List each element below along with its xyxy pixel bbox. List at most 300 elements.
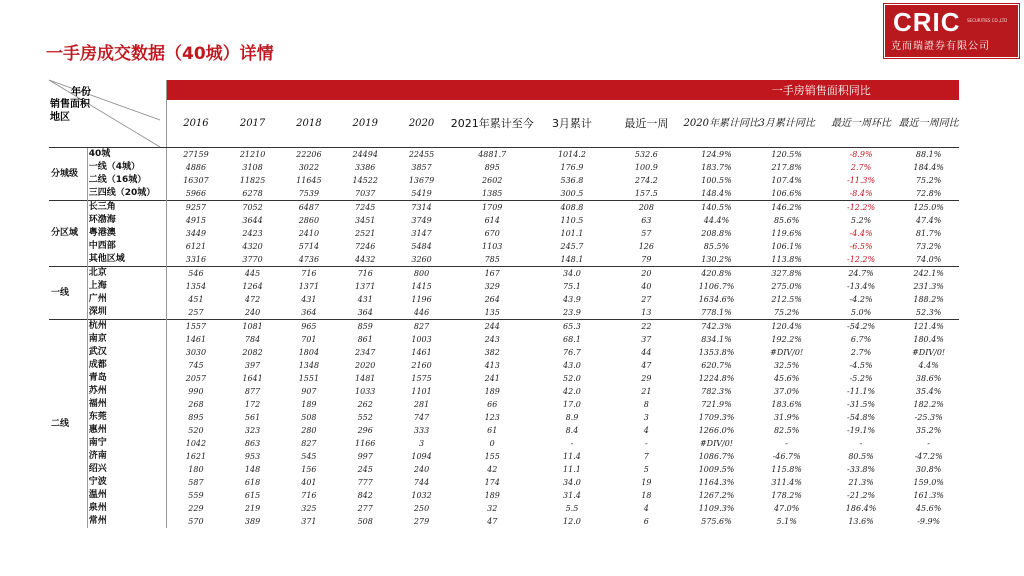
table-cell: -4.4% — [849, 229, 873, 238]
table-cell: 1804 — [298, 348, 320, 357]
table-cell: 280 — [301, 426, 317, 435]
table-cell: 243 — [484, 335, 500, 344]
table-cell: -12.2% — [847, 255, 876, 264]
table-cell: 431 — [357, 295, 373, 304]
table-cell: 208.8% — [701, 229, 732, 238]
table-cell: 20 — [609, 267, 683, 281]
table-cell: 3030 — [185, 348, 207, 357]
table-cell: 965 — [281, 320, 337, 334]
table-cell: 13.6% — [848, 517, 874, 526]
table-cell: -4.2% — [849, 295, 873, 304]
table-cell: 3770 — [242, 255, 263, 264]
table-cell: 1371 — [355, 282, 376, 291]
table-cell: 106.1% — [771, 242, 802, 251]
row-group-label: 二线 — [49, 320, 87, 529]
table-cell: 716 — [337, 267, 393, 281]
table-row — [49, 187, 959, 201]
table-cell: 747 — [413, 413, 430, 422]
table-cell: 7 — [643, 452, 649, 461]
table-cell: 742.3% — [684, 320, 750, 334]
table-cell: 6121 — [185, 242, 207, 251]
table-cell: 7052 — [224, 201, 280, 215]
table-cell: 85.6% — [773, 216, 800, 225]
table-row — [49, 333, 959, 346]
table-cell: 2521 — [355, 229, 376, 238]
table-cell: 552 — [357, 413, 373, 422]
table-cell: 65.3 — [535, 320, 609, 334]
table-cell: 5.0% — [850, 308, 872, 317]
table-cell: 100.5% — [701, 176, 732, 185]
table-cell: 508 — [301, 413, 317, 422]
table-cell: 2.7% — [850, 348, 872, 357]
table-cell: 520 — [188, 426, 204, 435]
row-name: 上海 — [87, 280, 167, 293]
table-cell: 125.0% — [898, 201, 959, 215]
table-cell: 1267.2% — [698, 491, 735, 500]
table-cell: -46.7% — [772, 452, 801, 461]
table-cell: 47 — [641, 361, 652, 370]
table-cell: 7037 — [355, 189, 376, 198]
table-cell: 1461 — [185, 335, 207, 344]
table-cell: 167 — [450, 267, 535, 281]
table-cell: -19.1% — [847, 426, 876, 435]
table-cell: 242.1% — [898, 267, 959, 281]
table-cell: 183.6% — [771, 400, 802, 409]
table-cell: 5714 — [298, 242, 320, 251]
table-cell: 257 — [188, 308, 204, 317]
table-cell: 784 — [244, 335, 261, 344]
table-cell: 148.1 — [560, 255, 584, 264]
table-row — [49, 240, 959, 253]
table-cell: 231.3% — [913, 282, 944, 291]
table-cell: 27159 — [167, 148, 224, 162]
table-row — [49, 476, 959, 489]
col-header-march-cumulative: 3月累计 — [535, 100, 609, 148]
row-name: 苏州 — [87, 385, 167, 398]
table-cell: 1103 — [482, 242, 503, 251]
table-cell: 268 — [188, 400, 204, 409]
table-cell: -13.4% — [847, 282, 876, 291]
table-cell: 327.8% — [749, 267, 823, 281]
table-corner-header — [49, 80, 167, 148]
table-cell: 2347 — [355, 348, 376, 357]
table-cell: 1081 — [224, 320, 280, 334]
header-red-bar — [167, 80, 684, 100]
table-cell: 1641 — [242, 374, 263, 383]
table-cell: 745 — [188, 361, 204, 370]
table-cell: 106.6% — [771, 189, 802, 198]
table-cell: 37.0% — [773, 387, 800, 396]
row-name: 常州 — [87, 515, 167, 528]
table-cell: 5419 — [411, 189, 432, 198]
table-cell: 35.4% — [915, 387, 942, 396]
table-cell: 250 — [413, 504, 430, 513]
table-cell: -33.8% — [847, 465, 876, 474]
table-cell: 3451 — [355, 216, 376, 225]
table-cell: 300.5 — [560, 189, 584, 198]
table-cell: -54.8% — [847, 413, 876, 422]
table-cell: 382 — [484, 348, 500, 357]
table-cell: 240 — [413, 465, 430, 474]
table-cell: -25.3% — [914, 413, 943, 422]
table-cell: 907 — [301, 387, 317, 396]
row-name: 40城 — [87, 148, 167, 162]
table-row — [49, 293, 959, 306]
table-cell: 8.4 — [565, 426, 579, 435]
col-header-2020-ytd-yoy: 2020年累计同比 — [684, 100, 750, 148]
table-row — [49, 306, 959, 320]
table-cell: 508 — [357, 517, 373, 526]
table-cell: 74.0% — [915, 255, 942, 264]
table-cell: 19 — [641, 478, 652, 487]
table-cell: 782.3% — [701, 387, 732, 396]
table-cell: 176.9 — [560, 163, 584, 172]
row-name: 环渤海 — [87, 214, 167, 227]
table-cell: 827 — [301, 439, 317, 448]
table-cell: 545 — [301, 452, 317, 461]
table-cell: 120.4% — [749, 320, 823, 334]
table-cell: 22 — [609, 320, 683, 334]
table-cell: 219 — [244, 504, 261, 513]
row-name: 成都 — [87, 359, 167, 372]
table-cell: 2160 — [411, 361, 432, 370]
table-cell: 744 — [413, 478, 430, 487]
row-name: 福州 — [87, 398, 167, 411]
table-row — [49, 267, 959, 281]
table-cell: 4320 — [242, 242, 263, 251]
table-cell: 189 — [484, 387, 500, 396]
table-cell: 1033 — [355, 387, 376, 396]
table-cell: 997 — [357, 452, 373, 461]
table-cell: 5484 — [411, 242, 432, 251]
table-cell: 3108 — [242, 163, 263, 172]
table-cell: 1014.2 — [535, 148, 609, 162]
col-header-march-yoy: 3月累计同比 — [749, 100, 823, 148]
table-cell: 2410 — [298, 229, 320, 238]
table-cell: - — [859, 439, 863, 448]
row-name: 中西部 — [87, 240, 167, 253]
table-cell: 113.8% — [771, 255, 802, 264]
row-group-label: 分城级 — [49, 148, 87, 201]
table-cell: 174 — [484, 478, 500, 487]
table-row — [49, 489, 959, 502]
table-cell: 1709.3% — [698, 413, 735, 422]
table-cell: 72.8% — [915, 189, 942, 198]
table-cell: 953 — [244, 452, 261, 461]
table-cell: 2020 — [355, 361, 376, 370]
table-cell: 397 — [244, 361, 261, 370]
logo-subtext: SECURITIES CO.,LTD — [967, 18, 1008, 23]
table-cell: 148 — [244, 465, 261, 474]
table-cell: 61 — [487, 426, 498, 435]
table-cell: 364 — [357, 308, 373, 317]
table-cell: 6487 — [281, 201, 337, 215]
row-group-label: 分区域 — [49, 201, 87, 267]
table-cell: 82.5% — [773, 426, 800, 435]
row-name: 宁波 — [87, 476, 167, 489]
col-header-2018: 2018 — [281, 100, 337, 148]
table-cell: 156 — [301, 465, 317, 474]
table-cell: 3449 — [185, 229, 207, 238]
cric-logo — [884, 4, 1019, 58]
table-cell: 859 — [337, 320, 393, 334]
table-cell: 472 — [244, 295, 261, 304]
table-cell: 445 — [224, 267, 280, 281]
table-cell: 827 — [393, 320, 449, 334]
table-cell: 35.2% — [915, 426, 942, 435]
col-header-2017: 2017 — [224, 100, 280, 148]
table-cell: 778.1% — [701, 308, 732, 317]
table-cell: 7314 — [393, 201, 449, 215]
table-row — [49, 280, 959, 293]
table-cell: 413 — [484, 361, 500, 370]
table-cell: 323 — [244, 426, 261, 435]
table-cell: 75.2% — [773, 308, 800, 317]
table-cell: 11645 — [296, 176, 322, 185]
table-cell: 1106.7% — [698, 282, 735, 291]
table-cell: 1164.3% — [698, 478, 735, 487]
table-cell: 4432 — [355, 255, 376, 264]
table-cell: 281 — [413, 400, 430, 409]
table-cell: 188.2% — [913, 295, 944, 304]
table-row — [49, 424, 959, 437]
table-cell: 217.8% — [771, 163, 802, 172]
table-cell: 18 — [641, 491, 652, 500]
table-cell: 431 — [301, 295, 317, 304]
table-cell: 277 — [357, 504, 373, 513]
table-cell: 5.1% — [776, 517, 797, 526]
table-cell: 1196 — [411, 295, 432, 304]
row-name: 东莞 — [87, 411, 167, 424]
table-cell: 212.5% — [771, 295, 802, 304]
table-cell: 229 — [188, 504, 204, 513]
table-cell: -5.2% — [849, 374, 873, 383]
table-cell: 66 — [487, 400, 498, 409]
table-cell: 777 — [357, 478, 373, 487]
table-cell: 863 — [244, 439, 261, 448]
table-cell: 4736 — [298, 255, 320, 264]
table-cell: 4 — [643, 426, 649, 435]
table-cell: 670 — [484, 229, 500, 238]
table-cell: 614 — [484, 216, 500, 225]
table-cell: 3749 — [411, 216, 432, 225]
table-cell: 6.7% — [850, 335, 872, 344]
table-cell: 5.2% — [850, 216, 872, 225]
table-cell: 3 — [643, 413, 649, 422]
table-cell: -31.5% — [847, 400, 876, 409]
table-cell: 124.9% — [684, 148, 750, 162]
table-cell: 245 — [357, 465, 373, 474]
table-cell: 22206 — [281, 148, 337, 162]
table-cell: 1354 — [185, 282, 207, 291]
table-cell: -11.1% — [847, 387, 876, 396]
table-cell: 57 — [641, 229, 652, 238]
table-cell: 186.4% — [845, 504, 877, 513]
table-cell: 189 — [484, 491, 500, 500]
table-cell: 14522 — [352, 176, 378, 185]
table-cell: 161.3% — [913, 491, 944, 500]
table-cell: 73.2% — [915, 242, 942, 251]
table-cell: 262 — [357, 400, 373, 409]
table-cell: 895 — [188, 413, 204, 422]
table-cell: 31.9% — [773, 413, 800, 422]
table-cell: 1086.7% — [698, 452, 735, 461]
table-cell: 121.4% — [898, 320, 959, 334]
table-cell: 5966 — [185, 189, 207, 198]
table-row — [49, 214, 959, 227]
table-row — [49, 463, 959, 476]
table-cell: 21210 — [224, 148, 280, 162]
table-cell: 877 — [244, 387, 261, 396]
table-cell: -12.2% — [824, 201, 898, 215]
table-cell: 178.2% — [771, 491, 802, 500]
table-cell: 80.5% — [848, 452, 874, 461]
table-row — [49, 201, 959, 215]
col-header-2016: 2016 — [167, 100, 224, 148]
table-cell: 2082 — [242, 348, 263, 357]
table-cell: 24.7% — [824, 267, 898, 281]
table-cell: 240 — [244, 308, 261, 317]
table-cell: 27 — [641, 295, 652, 304]
table-row — [49, 253, 959, 267]
table-cell: 140.5% — [684, 201, 750, 215]
table-cell: 120.5% — [749, 148, 823, 162]
table-cell: 1621 — [185, 452, 207, 461]
row-name: 武汉 — [87, 346, 167, 359]
table-cell: 1461 — [411, 348, 432, 357]
table-cell: 3644 — [242, 216, 263, 225]
table-cell: 701 — [301, 335, 317, 344]
table-cell: 42 — [487, 465, 498, 474]
table-cell: 13 — [641, 308, 652, 317]
table-cell: 81.7% — [915, 229, 942, 238]
table-cell: 4.4% — [918, 361, 939, 370]
table-cell: 1003 — [411, 335, 432, 344]
table-cell: 329 — [484, 282, 500, 291]
table-row — [49, 385, 959, 398]
table-cell: 1415 — [411, 282, 432, 291]
corner-year-label: 年份 — [71, 87, 91, 98]
table-cell: 13679 — [408, 176, 435, 185]
row-name: 一线（4城） — [87, 161, 167, 174]
logo-company-name: 克而瑞證券有限公司 — [891, 41, 990, 52]
table-cell: 146.2% — [749, 201, 823, 215]
row-name: 其他区域 — [87, 253, 167, 267]
table-cell: 721.9% — [701, 400, 732, 409]
table-cell: 1371 — [298, 282, 320, 291]
table-cell: 264 — [484, 295, 500, 304]
table-cell: 311.4% — [771, 478, 802, 487]
table-cell: 3147 — [411, 229, 432, 238]
table-cell: 275.0% — [771, 282, 802, 291]
table-cell: 42.0 — [563, 387, 581, 396]
table-cell: - — [927, 439, 930, 448]
table-cell: 101.1 — [560, 229, 584, 238]
table-row — [49, 227, 959, 240]
row-name: 南京 — [87, 333, 167, 346]
table-cell: 559 — [188, 491, 204, 500]
table-cell: -47.2% — [914, 452, 943, 461]
table-row — [49, 148, 959, 162]
table-cell: 88.1% — [898, 148, 959, 162]
row-group-label: 一线 — [49, 267, 87, 320]
table-cell: 7246 — [355, 242, 376, 251]
table-cell: 3260 — [411, 255, 432, 264]
table-cell: 716 — [281, 267, 337, 281]
table-cell: 23.9 — [563, 308, 581, 317]
table-cell: 30.8% — [915, 465, 942, 474]
col-header-week-yoy: 最近一周同比 — [898, 100, 959, 148]
table-cell: - — [785, 439, 788, 448]
table-cell: 1264 — [242, 282, 263, 291]
table-cell: -11.3% — [847, 176, 876, 185]
row-name: 深圳 — [87, 306, 167, 320]
table-cell: 575.6% — [701, 517, 732, 526]
table-cell: 3022 — [298, 163, 320, 172]
col-header-2019: 2019 — [337, 100, 393, 148]
table-cell: 159.0% — [913, 478, 944, 487]
row-name: 济南 — [87, 450, 167, 463]
table-cell: 100.9 — [634, 163, 658, 172]
transaction-table — [49, 80, 959, 528]
table-cell: 451 — [188, 295, 204, 304]
table-cell: 716 — [301, 491, 317, 500]
logo-text: CRIC — [893, 7, 961, 37]
table-row — [49, 346, 959, 359]
table-cell: 570 — [188, 517, 204, 526]
table-cell: 401 — [301, 478, 317, 487]
table-cell: 1032 — [411, 491, 432, 500]
table-cell: 2.7% — [850, 163, 872, 172]
row-name: 南宁 — [87, 437, 167, 450]
table-cell: 183.7% — [701, 163, 732, 172]
table-row — [49, 515, 959, 528]
table-cell: -21.2% — [847, 491, 876, 500]
table-row — [49, 161, 959, 174]
table-row — [49, 372, 959, 385]
table-cell: 2860 — [298, 216, 320, 225]
row-name: 温州 — [87, 489, 167, 502]
table-cell: 546 — [167, 267, 224, 281]
table-cell: 135 — [484, 308, 500, 317]
col-header-2020: 2020 — [393, 100, 449, 148]
row-name: 惠州 — [87, 424, 167, 437]
table-cell: 107.4% — [771, 176, 802, 185]
table-cell: 420.8% — [684, 267, 750, 281]
table-cell: 6278 — [242, 189, 263, 198]
table-cell: #DIV/0! — [912, 348, 946, 357]
table-cell: - — [644, 439, 648, 448]
corner-region-label: 地区 — [50, 112, 70, 123]
table-cell: 842 — [357, 491, 373, 500]
table-cell: 389 — [244, 517, 261, 526]
table-cell: 123 — [484, 413, 500, 422]
table-cell: 47.0% — [773, 504, 800, 513]
table-cell: 180 — [188, 465, 204, 474]
table-cell: 536.8 — [560, 176, 584, 185]
table-cell: 34.0 — [535, 267, 609, 281]
table-cell: 1266.0% — [698, 426, 735, 435]
table-cell: 126 — [638, 242, 654, 251]
corner-metric-label: 销售面积 — [50, 99, 90, 110]
table-cell: 834.1% — [701, 335, 732, 344]
table-cell: 1101 — [411, 387, 432, 396]
table-cell: 34.0 — [563, 478, 581, 487]
table-cell: 45.6% — [773, 374, 800, 383]
table-row — [49, 320, 959, 334]
table-cell: 38.6% — [915, 374, 942, 383]
table-cell: 52.3% — [915, 308, 942, 317]
